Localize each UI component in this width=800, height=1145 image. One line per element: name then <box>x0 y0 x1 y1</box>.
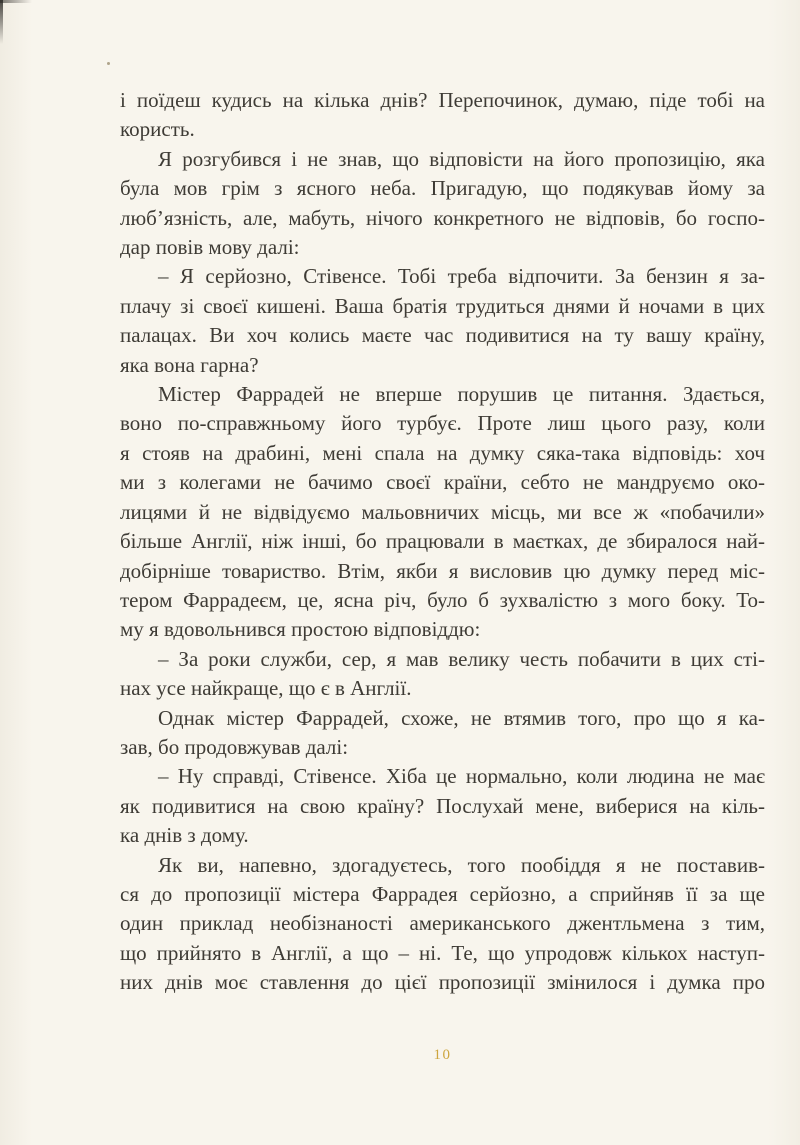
text-line: тером Фаррадеєм, це, ясна річ, було б зухвалістю з мого боку. То- <box>120 587 765 612</box>
text-line: я стояв на драбині, мені спала на думку сяка-така відповідь: хоч <box>120 440 765 465</box>
text-line: зав, бо продовжував далі: <box>120 734 349 759</box>
scan-speck <box>107 62 110 65</box>
text-line: була мов грім з ясного неба. Пригадую, що подякував йому за <box>120 176 765 201</box>
text-line: Як ви, напевно, здогадуєтесь, того пообіддя я не поставив- <box>158 852 765 877</box>
text-line: – Ну справді, Стівенсе. Хіба це нормально, коли людина не має <box>158 764 765 789</box>
text-line: більше Англії, ніж інші, бо працювали в маєтках, де збиралося най- <box>120 529 765 554</box>
text-line: нах усе найкраще, що є в Англії. <box>120 676 412 701</box>
text-line: добірніше товариство. Втім, якби я висловив цю думку перед міс- <box>120 558 765 583</box>
text-line: один приклад необізнаності американського джентльмена з тим, <box>120 911 765 936</box>
text-line: них днів моє ставлення до цієї пропозиції змінилося і думка про <box>120 970 765 995</box>
text-line: плачу зі своєї кишені. Ваша братія трудиться днями й ночами в цих <box>120 293 765 318</box>
text-line: Я розгубився і не знав, що відповісти на його пропозицію, яка <box>158 146 765 171</box>
page-number: 10 <box>433 1047 452 1063</box>
text-line: ся до пропозиції містера Фаррадея серйозно, а сприйняв її за ще <box>120 881 765 906</box>
text-line: – Я серйозно, Стівенсе. Тобі треба відпочити. За бензин я за- <box>158 264 765 289</box>
text-line: користь. <box>120 117 195 142</box>
text-line: палацах. Ви хоч колись маєте час подивитися на ту вашу країну, <box>120 323 765 348</box>
text-line: дар повів мову далі: <box>120 235 300 260</box>
text-line: що прийнято в Англії, а що – ні. Те, що упродовж кількох наступ- <box>120 940 765 965</box>
text-line: ка днів з дому. <box>120 823 249 848</box>
text-line: лицями й не відвідуємо мальовничих місць, ми все ж «побачили» <box>120 499 765 524</box>
text-line: воно по-справжньому його турбує. Проте лиш цього разу, коли <box>120 411 765 436</box>
text-line: ми з колегами не бачимо своєї країни, себто не мандруємо око- <box>120 470 765 495</box>
page-text <box>120 86 765 998</box>
text-line: Містер Фаррадей не вперше порушив це питання. Здається, <box>158 382 765 407</box>
text-line: Однак містер Фаррадей, схоже, не втямив того, про що я ка- <box>158 705 765 730</box>
scan-smudge-left-edge <box>0 0 3 44</box>
scan-smudge-top-edge <box>0 0 32 3</box>
text-line: люб’язність, але, мабуть, нічого конкретного не відповів, бо госпо- <box>120 205 765 230</box>
text-line: – За роки служби, сер, я мав велику честь побачити в цих сті- <box>158 646 765 671</box>
text-line: як подивитися на свою країну? Послухай мене, виберися на кіль- <box>120 793 765 818</box>
text-line: і поїдеш кудись на кілька днів? Перепочинок, думаю, піде тобі на <box>120 88 765 112</box>
text-line: му я вдовольнився простою відповіддю: <box>120 617 481 642</box>
text-line: яка вона гарна? <box>120 352 259 377</box>
